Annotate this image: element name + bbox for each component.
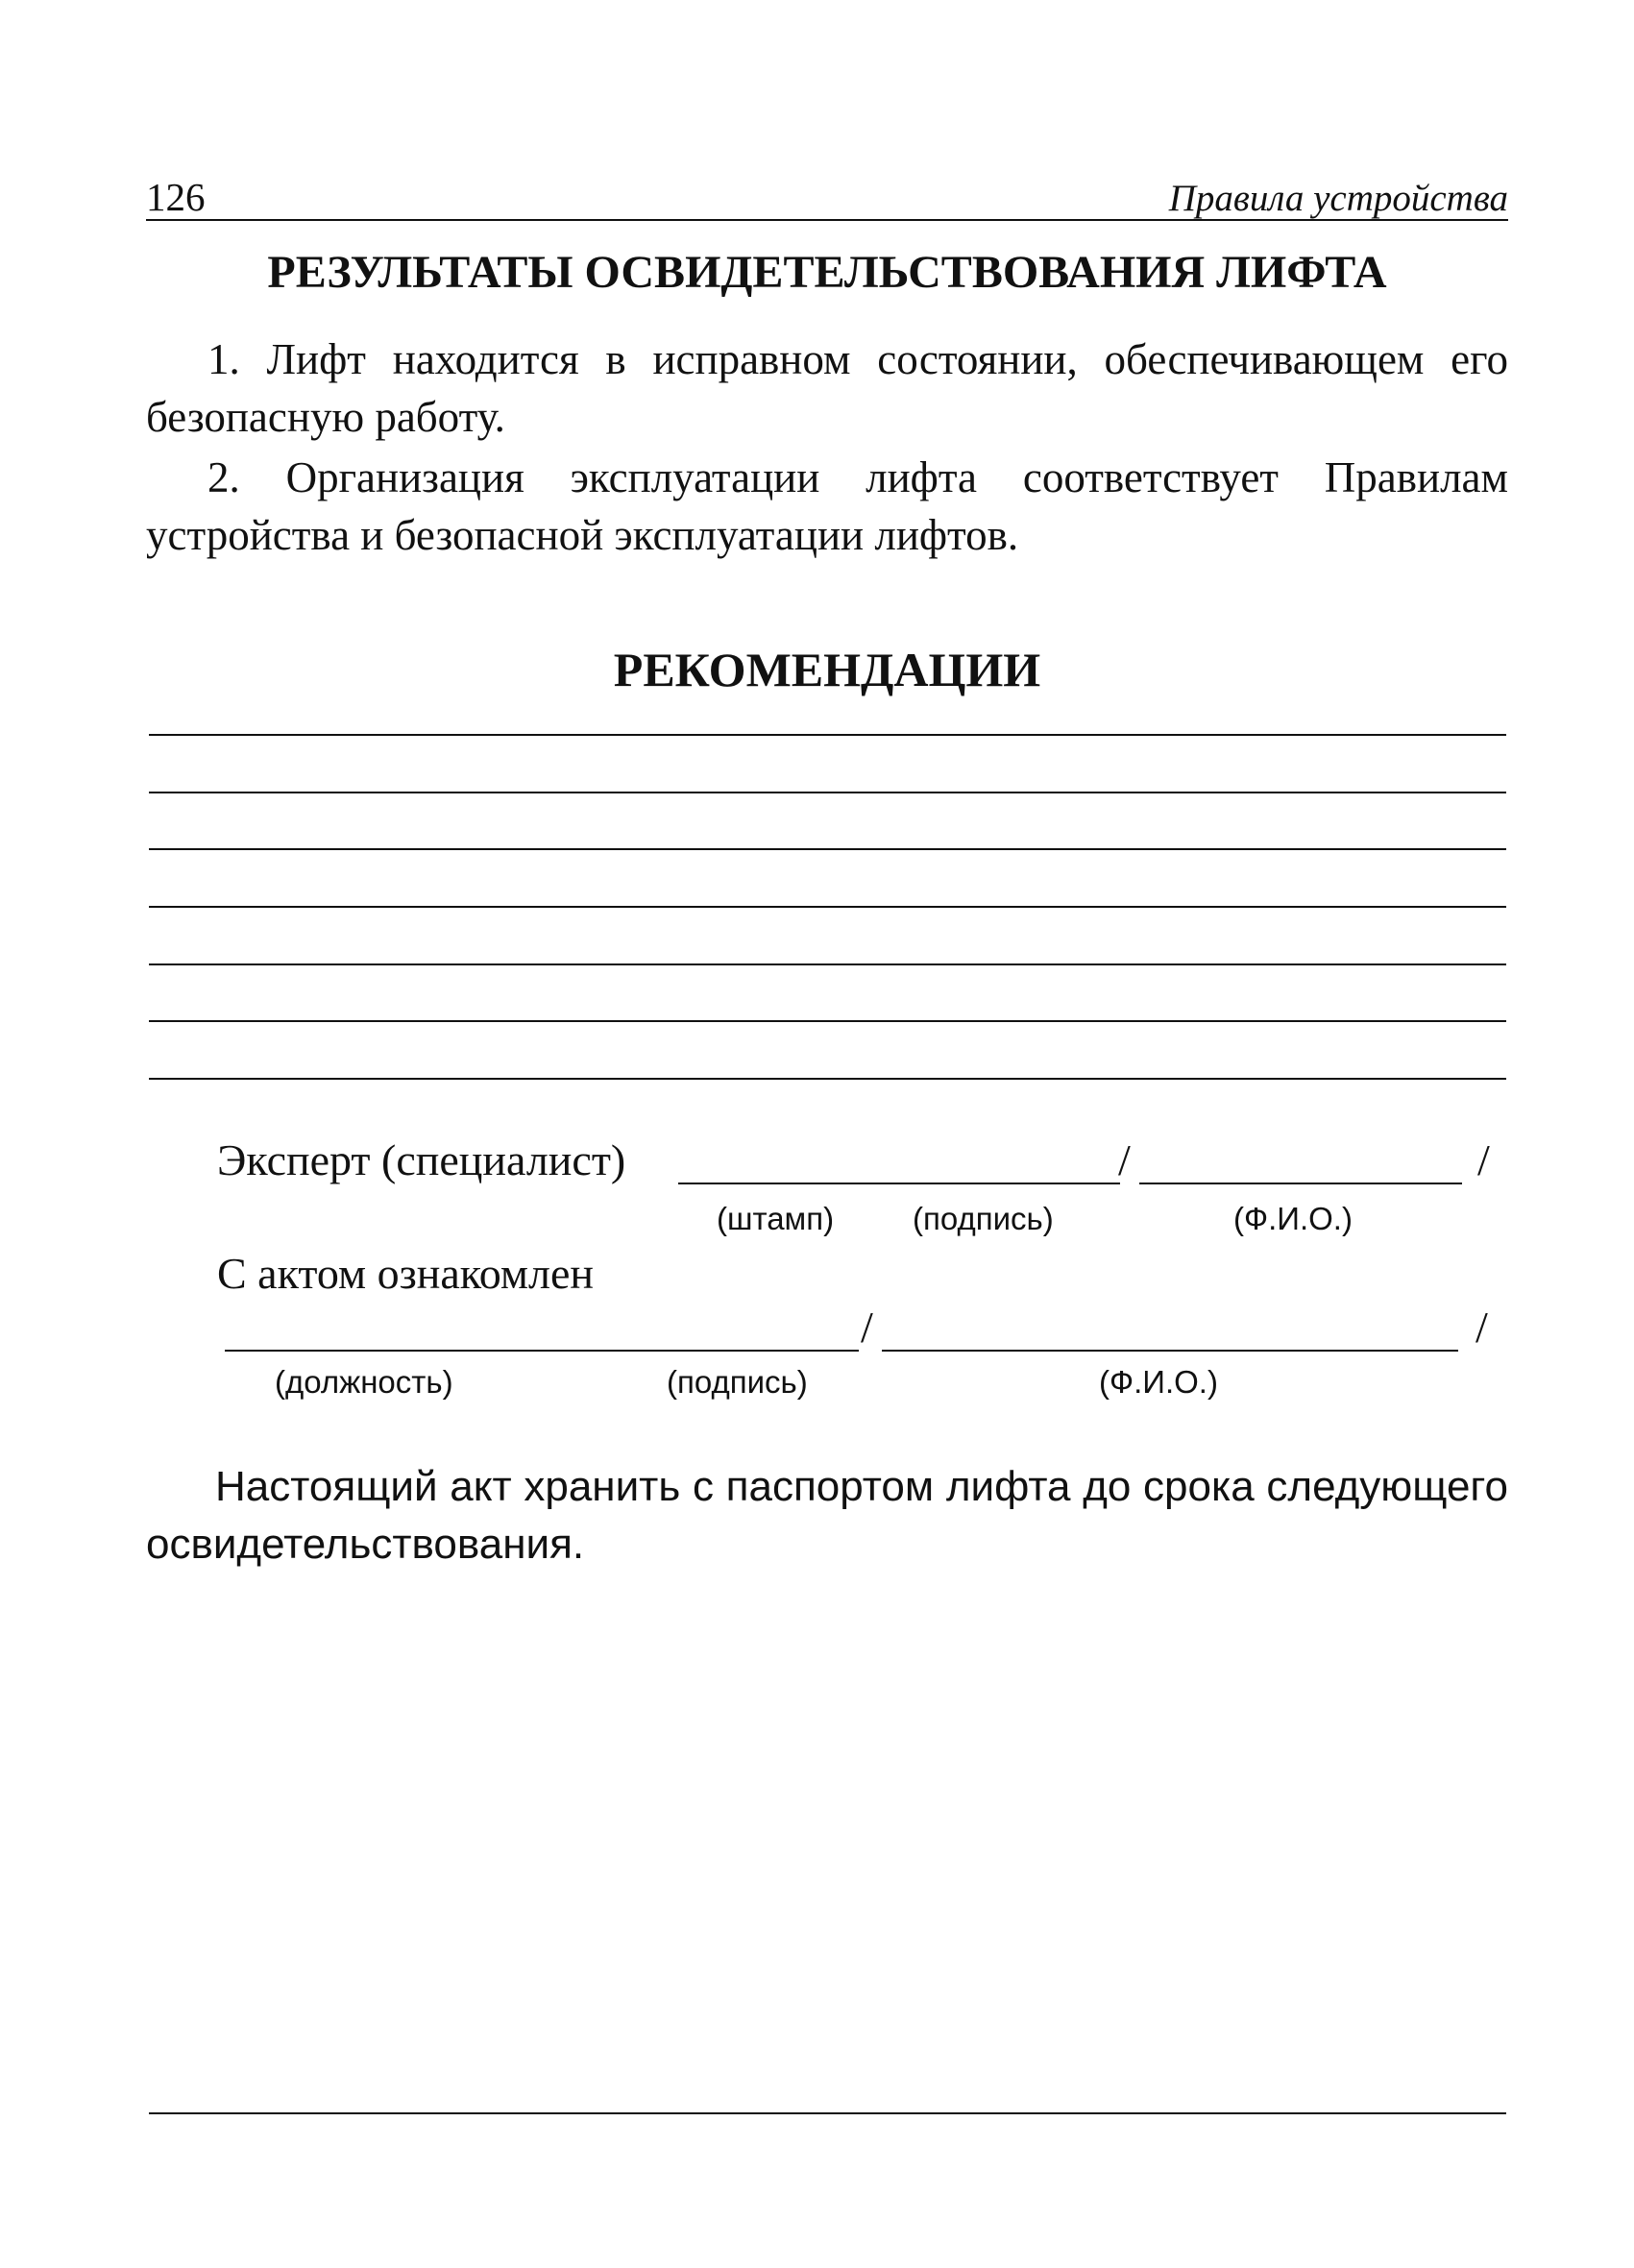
acquainted-name-field[interactable] (882, 1350, 1458, 1352)
recommendation-line[interactable] (149, 848, 1506, 850)
expert-name-field[interactable] (1139, 1183, 1462, 1184)
running-header (146, 173, 1508, 221)
slash-separator: / (1475, 1303, 1488, 1352)
acquainted-position-signature-field[interactable] (225, 1350, 859, 1352)
recommendation-line[interactable] (149, 1020, 1506, 1022)
recommendation-line[interactable] (149, 1078, 1506, 1080)
recommendation-line[interactable] (149, 792, 1506, 793)
slash-separator: / (1477, 1135, 1490, 1184)
caption-signature: (подпись) (667, 1364, 808, 1400)
recommendations-title: РЕКОМЕНДАЦИИ (613, 643, 1041, 696)
slash-separator: / (1118, 1135, 1131, 1184)
result-item-2: 2. Организация эксплуатации лифта соответствует Правилам устройства и безопасной эксплуатации лифтов. (146, 453, 1508, 559)
page-number: 126 (146, 175, 206, 219)
caption-position: (должность) (275, 1364, 453, 1400)
expert-label: Эксперт (специалист) (217, 1135, 626, 1184)
caption-stamp: (штамп) (717, 1201, 835, 1236)
caption-full-name: (Ф.И.О.) (1233, 1201, 1353, 1236)
expert-stamp-signature-field[interactable] (678, 1183, 1120, 1184)
recommendation-line[interactable] (149, 963, 1506, 965)
recommendation-line[interactable] (149, 734, 1506, 736)
slash-separator: / (861, 1303, 873, 1352)
running-title: Правила устройства (1168, 178, 1508, 219)
result-item-1: 1. Лифт находится в исправном состоянии, обеспечивающем его безопасную работу. (146, 335, 1508, 441)
footer-rule (149, 2112, 1506, 2114)
header-rule (146, 219, 1508, 221)
recommendation-line[interactable] (149, 906, 1506, 908)
results-title: РЕЗУЛЬТАТЫ ОСВИДЕТЕЛЬСТВОВАНИЯ ЛИФТА (267, 247, 1387, 298)
caption-full-name: (Ф.И.О.) (1099, 1364, 1218, 1400)
acquainted-label: С актом ознакомлен (217, 1249, 595, 1298)
caption-signature: (подпись) (913, 1201, 1054, 1236)
closing-note: Настоящий акт хранить с паспортом лифта до срока следующего освидетельствования. (146, 1463, 1508, 1568)
